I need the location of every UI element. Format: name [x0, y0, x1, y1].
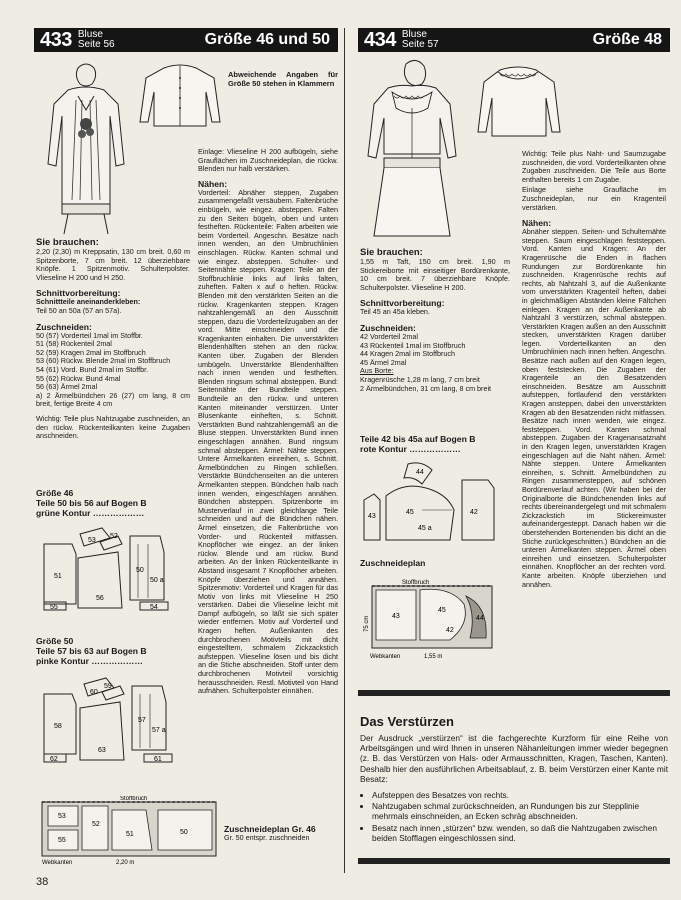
page-number: 38 [36, 876, 49, 888]
parts-contour: rote Kontur ……………… [360, 444, 461, 454]
cut-item: 55 (62) Rückw. Bund 4mal [36, 373, 121, 383]
piece-label: 63 [98, 747, 106, 754]
pattern-label [78, 30, 115, 50]
garment-type: Bluse [77, 29, 103, 40]
brauchen-heading: Sie brauchen: [360, 247, 423, 258]
cutting-plan-433 [40, 796, 218, 868]
naehen-heading: Nähen: [522, 218, 552, 229]
size-46-title: Größe 46 [36, 488, 74, 498]
info-bullet: • Besatz nach innen „stürzen“ bzw. wenden, so daß die Nahtzugaben zwischen beiden Stofflagen eingeschlossen sind. [372, 823, 670, 843]
schnitt-text: Teil 50 an 50a (57 an 57a). [36, 305, 122, 315]
zuschneiden-heading: Zuschneiden: [36, 321, 92, 332]
pattern-number: 434 [364, 28, 396, 51]
piece-label: 42 [470, 509, 478, 516]
brauchen-text: 1,55 m Taft, 150 cm breit. 1,90 m Stickereiborte mit einseitiger Bordürenkante, 10 cm breit. 7 überziehbare Knöpfe. Schulterpolster. Vlieseline H 200. [360, 257, 510, 292]
info-bottom-band [358, 858, 670, 864]
size-50-title: Größe 50 [36, 636, 74, 646]
dotted-leader: ……………… [406, 444, 461, 454]
plan-label: 50 [180, 829, 188, 836]
cutting-plan-434-title: Zuschneideplan [360, 558, 426, 568]
naehen-text: Abnäher steppen. Seiten- und Schulternähte steppen. Saum eingeschlagen feststeppen. Vord. Kanten und Kragen: An der Kragenrüsche die Enden in flachen Rundungen zur Bordürenkante hin zuschneiden. Kragenrüsche rechts auf rechts, ab Nahtzahl 3, auf die Außenkante vom unverstärkten Kragenteil heften, dabei in gleichmäßigen Abständen kleine Fältchen einlegen. Kragen an der Außenkante ab Nahtzahl 3 verstürzen, schmal absteppen. Verstärkten Kragen außen an den Ausschnitt stecken, unverstärkten Kragen darüber legen. Vorderteilkanten an den Umbruchlinien nach innen heften. Angeschn. Besätze nach außen auf den Kragen legen, oben feststecken. Die Zugaben der Kragenteile an den Besatzenden einschneiden. Besätze am Ausschnitt aufsteppen, fortlaufend den verstärkten Kragen ansteppen, dabei den unverstärkten Kragen ab den Besatzenden nicht mitfassen. Besätze nach innen wenden, wie eingez. feststeppen. Vord. Kanten schmal absteppen. Zugaben der Kragenansatznaht in den Kragen legen, unverstärkten Kragen eingeschlagen auf die Naht nähen. Ärmel: Nähte steppen. Untere Ärmelkanten einreihen, s. Schnitt. Ärmelbündchen zu Ringen zusammensteppen, auf schönen Bordürenverlauf achten. (Wir haben bei der Originalborte die Bündchenenden links auf rechts übereinandergelegt und mit schmalem Zickzackstich im Stickereimuster aufeinandergesteppt. Danach haben wir die überstehenden Bortenenden bis dicht an die Stiche zurückgeschnitten.) Bündchen an die unteren Ärmelkanten steppen. Ärmel oben einreihen und einsetzen. Schulterpolster einnähen. Knopflöcher an der rechten vord. Kante arbeiten. Knöpfe überziehen und annähen. [522, 227, 666, 589]
plan-label: Stoffbruch [120, 796, 148, 802]
blouse-433-front-illustration [38, 60, 133, 235]
cut-item: 51 (58) Rückenteil 2mal [36, 339, 112, 349]
plan-label: 53 [58, 813, 66, 820]
piece-label: 56 [96, 595, 104, 602]
size-46-contour: grüne Kontur ……………… [36, 508, 145, 518]
plan-label: Webkanten [370, 654, 401, 660]
wichtig-text: Wichtig: Teile plus Nahtzugabe zuschneiden, an den rückw. Rückenteilkanten keine Zugaben anschneiden. [36, 413, 190, 441]
piece-label: 59 [104, 683, 112, 690]
piece-label: 61 [154, 756, 162, 763]
info-bullet: • Aufsteppen des Besatzes von rechts. [372, 790, 670, 800]
naehen-text: Vorderteil: Abnäher steppen, Zugaben zusammengefaßt versäubern. Faltenbrüche einbügeln, wie eingez. absteppen. Falten zu den Seiten bügeln, oben und unten festheften. Rückenteile: Falten arbeiten wie beim Vorderteil. Angeschn. Besätze nach innen wenden, an den Umbruchlinien einschlagen. Rückw. Kanten schmal und wie eingez. absteppen. Schulter- und Seitennähte steppen. Kragen: Teile an der Stoffbruchlinie links auf links falten, zuheften. Falten x auf o heften. Rückw. Blenden mit den verstärkten Seiten an die rückw. Kragenkanten steppen. Kragen nahtzahlengemäß an den Ausschnitt steppen, dazu die Vorderteilzugaben an der vord. Mitte einschneiden und die Kragenkanten einhalten. Die unverstärkten Blendenhälften stehen an den rückw. Kanten über. Zugaben der Blenden umbügeln. Unverstärkte Blendenhälften nach innen wenden und festheften. Blenden ringsum schmal absteppen. Bund: Seitennähte der Bundteile steppen. Bundteile an den rückw. und unteren Kanten miteinander verstürzen. Unter Blusenkante einheften, s. Schnitt. Verstärkten Bund nahtzahlengemäß an die Bluse steppen. Unverstärkten Bund innen eingeschlagen annähen. Bund ringsum schmal absteppen. Ärmel: Nähte steppen. Untere Ärmelkanten einreihen, s. Schnitt. Ärmelbündchen zu Ringen schließen. Verstärkte Bündchenseiten an die unteren Ärmelkanten steppen. Bündchen halb nach innen wenden, eingeschlagen annähen. Bündchen absteppen. Spitzenborte im Musterverlauf in zwei gleichlange Teile schneiden und auf die Bündchen nähen. Ärmel einsetzen, die Faltenbrüche von Vorder- und Rückenteil mitfassen. Knopflöcher wie eingez. an der linken rückw. Blende und am rückw. Bund arbeiten. An der linken Rückenteilkante in Abstand insgesamt 7 Knopflöcher arbeiten. Knöpfe überziehen und annähen. Spitzenmotiv: Vorderteil und Kragen für das Motiv von links mit Vlieseline H 250 verstärken. Dabei die Vlieseline leicht mit Dampf aufbügeln, so läßt sie sich später wieder entfernen. Motiv auf Vorderteil und Kragen heften. Außenkanten des durchbrochenen Motivteils mit dicht eingestelltem, schmalem Zickzackstich aufsteppen. Vlieseline lösen und bis dicht an die Stiche abschneiden. Stoff unter dem durchbrochenen Motivteil vorsichtig herausschneiden. Restl. Motivteil von Hand aufnähen. Schulterpolster einnähen. [198, 187, 338, 696]
cut-item: 53 (60) Rückw. Blende 2mal im Stoffbruch [36, 356, 171, 366]
dotted-leader: ……………… [89, 656, 143, 666]
plan-label: 75 cm [364, 615, 370, 632]
piece-label: 50 [136, 567, 144, 574]
piece-label: 57 [138, 717, 146, 724]
piece-label: 60 [90, 689, 98, 696]
plan-label: 43 [392, 613, 400, 620]
plan-label: Stoffbruch [402, 580, 430, 586]
cut-item: a) 2 Ärmelbündchen 26 (27) cm lang, 8 cm breit, fertige Breite 4 cm [36, 390, 190, 409]
size-46-parts: Teile 50 bis 56 auf Bogen B [36, 498, 147, 508]
borte-heading: Aus Borte: [360, 366, 394, 376]
column-divider [344, 28, 345, 873]
plan-label: 42 [446, 627, 454, 634]
piece-label: 45 a [418, 525, 432, 532]
plan-label: 51 [126, 831, 134, 838]
piece-label: 57 a [152, 727, 166, 734]
pattern-pieces-46 [40, 524, 180, 622]
piece-label: 44 [416, 469, 424, 476]
parts-434-heading [360, 434, 510, 454]
materials-434 [360, 247, 510, 393]
cut-item: 44 Kragen 2mal im Stoffbruch [360, 349, 455, 359]
cut-item: 50 (57) Vorderteil 1mal im Stoffbr. [36, 330, 143, 340]
schnitt-text: Teil 45 an 45a kleben. [360, 307, 430, 317]
piece-label: 45 [406, 509, 414, 516]
size-50-parts: Teile 57 bis 63 auf Bogen B [36, 646, 147, 656]
borte-item: 2 Ärmelbündchen, 31 cm lang, 8 cm breit [360, 383, 492, 393]
piece-label: 43 [368, 513, 376, 520]
plan-label: 55 [58, 837, 66, 844]
info-bullets [358, 790, 670, 843]
pattern-pieces-434 [362, 460, 512, 545]
page-reference: Seite 56 [77, 39, 115, 50]
zuschneiden-heading: Zuschneiden: [360, 322, 416, 333]
piece-label: 52 [110, 533, 118, 540]
instructions-434 [522, 150, 666, 589]
cut-item: 45 Ärmel 2mal [360, 357, 407, 367]
schnitt-heading: Schnittvorbereitung: [36, 288, 121, 299]
size-label: Größe 46 und 50 [204, 31, 330, 48]
piece-label: 55 [50, 604, 58, 611]
garment-type: Bluse [401, 29, 427, 40]
size-46-heading [36, 488, 190, 518]
einlage-text: Einlage siehe Graufläche im Zuschneideplan, nur ein Kragenteil verstärken. [522, 185, 666, 212]
plan-label: Webkanten [42, 860, 73, 866]
parts-range: Teile 42 bis 45a auf Bogen B [360, 434, 476, 444]
plan-label: 52 [92, 821, 100, 828]
cut-item: 43 Rückenteil 1mal im Stoffbruch [360, 340, 466, 350]
pattern-number: 433 [40, 28, 72, 51]
blouse-434-front-illustration [362, 58, 462, 238]
plan-label: 1,55 m [424, 654, 443, 660]
info-bullet: • Nahtzugaben schmal zurückschneiden, an Rundungen bis zur Stepplinie mehrmals einschneiden, an Ecken schräg abschneiden. [372, 801, 670, 821]
cut-item: 54 (61) Vord. Bund 2mal im Stoffbr. [36, 364, 149, 374]
schnitt-subheading: Schnittteile aneinanderkleben: [36, 297, 141, 307]
info-title: Das Verstürzen [360, 714, 454, 729]
brauchen-heading: Sie brauchen: [36, 237, 99, 248]
cutting-plan-434 [362, 576, 512, 664]
piece-label: 51 [54, 573, 62, 580]
page-reference: Seite 57 [401, 39, 439, 50]
wichtig-text: Wichtig: Teile plus Naht- und Saumzugabe zuschneiden, die vord. Vorderteilkanten ohne Zugaben zuschneiden. Die Teile aus Borte enthalten bereits 1 cm Zugabe. [522, 149, 666, 184]
cut-item: 52 (59) Kragen 2mal im Stoffbruch [36, 347, 146, 357]
pattern-434-header [358, 28, 670, 52]
naehen-heading: Nähen: [198, 178, 228, 189]
blouse-433-back-sketch [138, 62, 223, 130]
materials-433 [36, 237, 190, 441]
brauchen-text: 2,20 (2,30) m Kreppsatin, 130 cm breit. 0,60 m Spitzenborte, 7 cm breit. 12 überziehbare Knöpfe. 1 Spitzenmotiv. Schulterpolster. Vlieseline H 200 und H 250. [36, 247, 190, 282]
cut-item: 42 Vorderteil 2mal [360, 331, 418, 341]
blouse-434-back-sketch [474, 62, 564, 142]
info-top-band [358, 690, 670, 696]
size-note: Abweichende Angaben für Größe 50 stehen in Klammern [228, 70, 338, 88]
dotted-leader: ……………… [90, 508, 145, 518]
instructions-433 [198, 148, 338, 696]
piece-label: 58 [54, 723, 62, 730]
piece-label: 62 [50, 756, 58, 763]
cutting-plan-433-caption [224, 824, 338, 843]
cutting-plan-note: Gr. 50 entspr. zuschneiden [224, 833, 310, 842]
piece-label: 53 [88, 537, 96, 544]
size-50-heading [36, 636, 190, 666]
plan-label: 2,20 m [116, 860, 135, 866]
piece-label: 50 a [150, 577, 164, 584]
verstuerzen-box [358, 712, 670, 844]
size-50-contour: pinke Kontur ……………… [36, 656, 143, 666]
cutting-plan-title: Zuschneideplan Gr. 46 [224, 824, 316, 834]
pattern-433-header [34, 28, 338, 52]
pattern-pieces-50 [40, 672, 180, 772]
schnitt-heading: Schnittvorbereitung: [360, 298, 445, 309]
plan-label: 44 [476, 615, 484, 622]
cut-item: 56 (63) Ärmel 2mal [36, 382, 98, 392]
info-body: Der Ausdruck „verstürzen“ ist die fachgerechte Kurzform für eine Reihe von Arbeitsgängen und wird Ihnen in unseren Nähanleitungen immer wieder begegnen (z. B. das Verstürzen von Hals- oder Armausschnitten, Kragen, Taschen, Kanten). Deshalb hier den ausführlichen Arbeitsablauf, z. B. beim Verstürzen einer Kante mit Besatz: [360, 733, 668, 784]
einlage-text: Einlage: Vlieseline H 200 aufbügeln, siehe Grauflächen im Zuschneideplan, die rückw. Blenden nur halb verstärken. [198, 147, 338, 174]
piece-label: 54 [150, 604, 158, 611]
borte-item: Kragenrüsche 1,28 m lang, 7 cm breit [360, 374, 480, 384]
plan-label: 45 [438, 607, 446, 614]
size-label: Größe 48 [592, 31, 662, 48]
pattern-label [402, 30, 439, 50]
